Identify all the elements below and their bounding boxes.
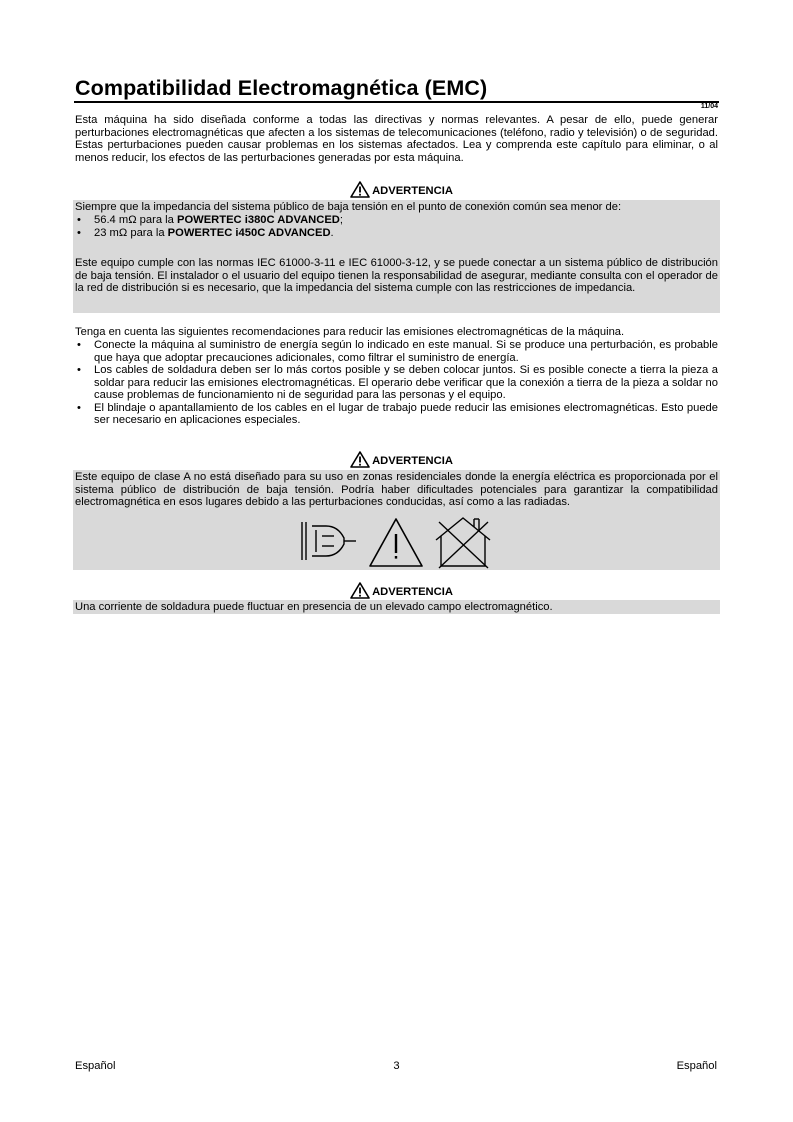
warning-triangle-icon <box>370 519 422 566</box>
warning-heading-2 <box>0 451 793 472</box>
warning3-body: Una corriente de soldadura puede fluctuar en presencia de un elevado campo electromagnético. <box>75 601 553 613</box>
recommendations-lead: Tenga en cuenta las siguientes recomendaciones para reducir las emisiones electromagnéticas de la máquina. <box>75 326 625 338</box>
warning-heading-text: ADVERTENCIA <box>372 185 453 197</box>
list-item: • Los cables de soldadura deben ser lo más cortos posible y se deben colocar juntos. Si es posible conecte a tierra la pieza a soldar para reducir las emisiones electromagnéticas. El operario debe verificar que la conexión a tierra de la pieza a soldar no cause problemas de funcionamiento ni de seguridad para las personas y el equipo. <box>77 364 718 401</box>
list-item: • Conecte la máquina al suministro de energía según lo indicado en este manual. Si se produce una perturbación, es probable que haya que adoptar precauciones adicionales, como filtrar el suministro de energía. <box>77 339 718 364</box>
page-number: 3 <box>393 1060 400 1072</box>
warning-icon <box>350 582 370 599</box>
recommendations-list <box>75 339 718 427</box>
model-name: POWERTEC i450C ADVANCED <box>167 226 331 239</box>
bullet: • <box>77 401 81 414</box>
model-name: POWERTEC i380C ADVANCED <box>177 214 340 226</box>
plug-symbol-icon <box>302 522 356 560</box>
emc-symbols <box>296 514 496 570</box>
list-item: • El blindaje o apantallamiento de los cables en el lugar de trabajo puede reducir las emisiones electromagnéticas. Esto puede ser necesario en aplicaciones especiales. <box>77 401 718 426</box>
list-item: • 23 mΩ para la POWERTEC i450C ADVANCED. <box>77 226 334 239</box>
no-residential-icon <box>436 518 490 568</box>
page-title: Compatibilidad Electromagnética (EMC) <box>75 76 488 100</box>
revision-code: 11/04 <box>700 103 718 110</box>
warning-icon <box>350 451 370 468</box>
intro-paragraph: Esta máquina ha sido diseñada conforme a todas las directivas y normas relevantes. A pesar de ello, puede generar perturbaciones electromagnéticas que afecten a los sistemas de telecomunicaciones (teléfono, radio y televisión) o de seguridad. Estas perturbaciones pueden causar problemas en los sistemas afectados. Lea y comprenda este capítulo para eliminar, o al menos reducir, los efectos de las perturbaciones generadas por esta máquina. <box>75 114 718 164</box>
footer-language-left: Español <box>75 1060 116 1072</box>
bullet: • <box>77 339 81 351</box>
bullet: • <box>77 226 81 239</box>
list-item: • 56.4 mΩ para la POWERTEC i380C ADVANCED; <box>77 214 343 226</box>
footer-language-right: Español <box>676 1060 717 1072</box>
warning-heading-text: ADVERTENCIA <box>372 586 453 598</box>
warning-icon <box>350 181 370 198</box>
warning-heading-text: ADVERTENCIA <box>372 455 453 467</box>
warning1-body: Este equipo cumple con las normas IEC 61000-3-11 e IEC 61000-3-12, y se puede conectar a un sistema público de distribución de baja tensión. El instalador o el usuario del equipo tienen la responsabilidad de asegurar, mediante consulta con el operador de la red de distribución si es necesario, que la impedancia del sistema cumple con las restricciones de impedancia. <box>75 257 718 294</box>
title-rule <box>74 101 719 103</box>
warning-heading-1 <box>0 181 793 202</box>
warning1-lead: Siempre que la impedancia del sistema público de baja tensión en el punto de conexión común sea menor de: <box>75 201 622 213</box>
impedance-list <box>75 214 718 239</box>
bullet: • <box>77 214 81 226</box>
bullet: • <box>77 364 81 376</box>
warning2-body: Este equipo de clase A no está diseñado para su uso en zonas residenciales donde la energía eléctrica es proporcionada por el sistema público de distribución de baja tensión. Podría haber dificultades potenciales para garantizar la compatibilidad electromagnética en esos lugares debido a las perturbaciones conducidas, así como a las radiadas. <box>75 471 718 508</box>
